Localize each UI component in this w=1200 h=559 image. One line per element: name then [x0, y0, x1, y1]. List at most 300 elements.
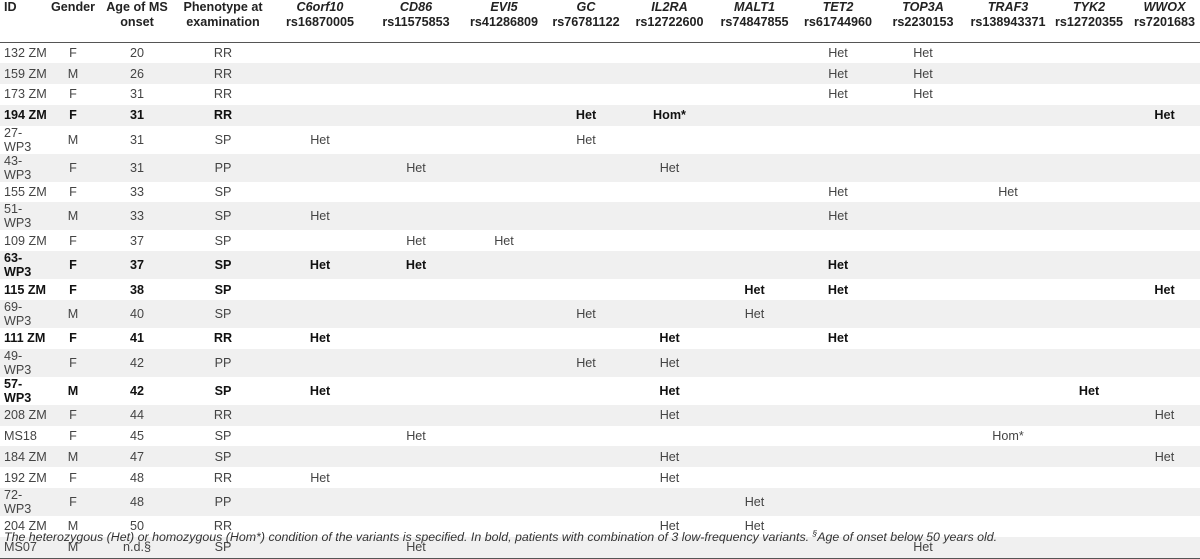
table-cell: 31	[129, 132, 144, 147]
table-cell	[369, 446, 463, 467]
table-cell	[712, 182, 797, 203]
table-cell	[271, 349, 369, 377]
table-cell: 37	[129, 233, 144, 248]
table-cell: Het	[913, 87, 933, 102]
table-cell	[967, 488, 1049, 516]
table-cell: RR	[213, 87, 233, 102]
table-cell: F	[47, 488, 99, 516]
column-header-malt1	[712, 0, 797, 42]
column-header-traf3	[967, 0, 1049, 42]
table-cell	[1049, 446, 1129, 467]
table-cell	[463, 105, 545, 126]
table-body	[0, 42, 1200, 558]
snp-id: rs2230153	[892, 15, 954, 29]
table-cell	[967, 279, 1049, 300]
table-cell	[967, 377, 1049, 405]
table-cell: Het	[797, 202, 879, 230]
table-cell: F	[69, 429, 77, 444]
table-cell: 42	[129, 383, 144, 398]
table-cell	[1049, 105, 1129, 126]
table-cell: Het	[744, 519, 765, 534]
column-header-tyk2	[1049, 0, 1129, 42]
table-cell	[797, 377, 879, 405]
table-cell	[463, 126, 545, 154]
table-cell	[463, 488, 545, 516]
table-cell	[271, 488, 369, 516]
table-cell	[879, 230, 967, 251]
table-cell: Het	[827, 282, 849, 297]
table-cell	[1049, 202, 1129, 230]
table-cell: SP	[214, 383, 232, 398]
snp-id: rs12720355	[1055, 15, 1123, 29]
table-footnote	[4, 528, 997, 544]
table-cell: Het	[627, 405, 712, 426]
table-cell	[797, 230, 879, 251]
column-header-top3a	[879, 0, 967, 42]
table-cell: Het	[797, 63, 879, 84]
table-cell	[271, 182, 369, 203]
table-cell	[712, 42, 797, 63]
table-cell: RR	[213, 331, 233, 346]
table-row	[0, 377, 1200, 405]
table-cell	[797, 154, 879, 182]
table-cell: Het	[271, 251, 369, 279]
table-cell: M	[47, 300, 99, 328]
table-cell	[271, 84, 369, 105]
column-header-evi5	[463, 0, 545, 42]
table-cell	[879, 467, 967, 488]
table-cell: M	[47, 63, 99, 84]
table-cell: Het	[879, 537, 967, 558]
table-cell: n.d.§	[99, 537, 175, 558]
table-cell: Het	[545, 300, 627, 328]
table-cell	[369, 328, 463, 349]
table-cell	[1049, 84, 1129, 105]
table-cell: 48	[99, 488, 175, 516]
table-cell: Het	[627, 154, 712, 182]
table-cell	[545, 154, 627, 182]
table-cell	[879, 377, 967, 405]
table-cell	[627, 63, 712, 84]
patient-id-cell: 69-WP3	[0, 300, 47, 328]
table-cell	[712, 405, 797, 426]
gene-name: TRAF3	[987, 0, 1029, 14]
table-cell	[797, 300, 879, 328]
patient-id-cell: MS07	[0, 537, 47, 558]
table-cell	[967, 446, 1049, 467]
table-cell	[545, 467, 627, 488]
table-cell	[271, 405, 369, 426]
table-cell	[1129, 537, 1200, 558]
table-cell	[545, 84, 627, 105]
table-cell	[369, 349, 463, 377]
table-cell	[1129, 84, 1200, 105]
table-cell	[797, 446, 879, 467]
table-cell	[463, 426, 545, 447]
table-row	[0, 426, 1200, 447]
table-cell: F	[47, 154, 99, 182]
patient-id-cell: 132 ZM	[4, 45, 47, 60]
table-cell	[271, 230, 369, 251]
patient-id-cell: 155 ZM	[4, 185, 47, 200]
table-cell	[369, 405, 463, 426]
table-cell	[967, 251, 1049, 279]
patient-id-cell: 111 ZM	[4, 331, 46, 346]
column-header: Phenotype at examination	[175, 0, 271, 42]
table-cell	[879, 182, 967, 203]
table-cell	[712, 426, 797, 447]
table-cell: PP	[175, 349, 271, 377]
gene-name: MALT1	[733, 0, 776, 14]
table-cell: SP	[175, 251, 271, 279]
table-cell	[967, 300, 1049, 328]
table-cell	[463, 154, 545, 182]
table-cell	[545, 488, 627, 516]
table-cell: Hom*	[627, 105, 712, 126]
patient-id-cell: MS18	[4, 429, 37, 444]
gene-name: C6orf10	[296, 0, 344, 14]
table-cell	[463, 349, 545, 377]
patient-id-cell: 49-WP3	[0, 349, 47, 377]
table-cell	[463, 182, 545, 203]
table-cell: F	[47, 405, 99, 426]
table-cell	[369, 488, 463, 516]
table-cell: F	[47, 349, 99, 377]
table-cell: 44	[99, 405, 175, 426]
table-row	[0, 349, 1200, 377]
table-cell	[271, 154, 369, 182]
patient-id-cell: 184 ZM	[0, 446, 47, 467]
table-cell	[1049, 426, 1129, 447]
table-cell	[879, 349, 967, 377]
table-cell	[712, 105, 797, 126]
table-cell	[545, 230, 627, 251]
table-cell: F	[69, 185, 77, 200]
table-cell: 33	[99, 202, 175, 230]
table-cell	[712, 377, 797, 405]
table-cell: Het	[406, 429, 426, 444]
table-cell	[1049, 182, 1129, 203]
table-cell: F	[69, 233, 77, 248]
table-cell: 48	[129, 470, 144, 485]
table-cell	[879, 154, 967, 182]
table-cell	[1049, 516, 1129, 537]
table-cell: 31	[99, 154, 175, 182]
table-cell: RR	[213, 519, 233, 534]
table-cell: F	[69, 87, 77, 102]
table-cell	[369, 279, 463, 300]
table-cell: Het	[309, 331, 331, 346]
table-cell	[463, 84, 545, 105]
table-cell: RR	[175, 63, 271, 84]
table-row	[0, 446, 1200, 467]
column-header-gc	[545, 0, 627, 42]
column-header-cd86	[369, 0, 463, 42]
table-cell: Het	[1129, 446, 1200, 467]
column-header-il2ra	[627, 0, 712, 42]
table-cell: Het	[828, 185, 848, 200]
table-cell: SP	[214, 185, 232, 200]
footnote-symbol: §	[812, 528, 818, 538]
table-cell	[463, 446, 545, 467]
table-cell	[271, 300, 369, 328]
table-cell	[271, 279, 369, 300]
table-cell: SP	[214, 429, 232, 444]
table-cell: Het	[827, 331, 849, 346]
table-cell	[627, 182, 712, 203]
gene-name: TET2	[822, 0, 854, 14]
table-cell	[463, 63, 545, 84]
table-cell	[712, 251, 797, 279]
snp-id: rs7201683	[1134, 15, 1195, 29]
patient-id-cell: 159 ZM	[0, 63, 47, 84]
table-cell	[1049, 328, 1129, 349]
table-cell	[967, 202, 1049, 230]
table-cell: M	[67, 132, 79, 147]
table-cell: PP	[175, 488, 271, 516]
column-header-c6orf10	[271, 0, 369, 42]
table-cell: 33	[129, 185, 144, 200]
table-cell	[627, 488, 712, 516]
table-row	[0, 328, 1200, 349]
table-cell: 20	[129, 45, 144, 60]
table-row	[0, 467, 1200, 488]
table-cell	[967, 230, 1049, 251]
table-cell: 26	[99, 63, 175, 84]
table-cell: Het	[1078, 383, 1100, 398]
table-row	[0, 126, 1200, 154]
column-header: Gender	[47, 0, 99, 42]
table-row	[0, 300, 1200, 328]
table-cell	[967, 84, 1049, 105]
column-header-wwox	[1129, 0, 1200, 42]
table-cell: Het	[828, 87, 848, 102]
table-cell: RR	[213, 45, 233, 60]
table-cell	[369, 182, 463, 203]
table-cell	[369, 300, 463, 328]
table-cell: 42	[99, 349, 175, 377]
table-cell	[879, 105, 967, 126]
patient-id-cell: 72-WP3	[0, 488, 47, 516]
table-cell	[712, 467, 797, 488]
snp-id: rs74847855	[720, 15, 789, 29]
table-cell	[1129, 300, 1200, 328]
table-cell: 31	[99, 105, 175, 126]
snp-id: rs11575853	[382, 15, 450, 29]
table-cell: Het	[406, 233, 426, 248]
column-header: Age of MS onset	[99, 0, 175, 42]
table-cell: 31	[129, 87, 144, 102]
table-cell	[369, 42, 463, 63]
table-cell: Het	[576, 132, 596, 147]
snp-id: rs61744960	[804, 15, 872, 29]
snp-id: rs41286809	[470, 15, 538, 29]
table-cell	[712, 126, 797, 154]
table-cell	[1129, 488, 1200, 516]
table-cell	[463, 202, 545, 230]
table-cell: SP	[214, 233, 232, 248]
table-cell: RR	[175, 105, 271, 126]
table-cell	[369, 105, 463, 126]
table-cell: F	[69, 470, 77, 485]
table-cell	[1049, 42, 1129, 63]
table-cell	[1049, 63, 1129, 84]
table-cell	[463, 42, 545, 63]
table-cell	[1049, 251, 1129, 279]
table-cell: 45	[129, 429, 144, 444]
table-cell	[879, 251, 967, 279]
table-cell	[1129, 202, 1200, 230]
table-cell	[369, 63, 463, 84]
table-cell	[967, 105, 1049, 126]
table-cell	[967, 154, 1049, 182]
table-cell: Het	[913, 45, 933, 60]
table-cell	[1129, 42, 1200, 63]
table-cell: PP	[175, 154, 271, 182]
table-row	[0, 84, 1200, 105]
table-cell	[797, 405, 879, 426]
table-row	[0, 251, 1200, 279]
table-cell	[369, 126, 463, 154]
table-cell: Het	[1129, 105, 1200, 126]
table-row	[0, 202, 1200, 230]
table-cell: Hom*	[992, 429, 1024, 444]
table-cell: Het	[659, 383, 680, 398]
table-row	[0, 230, 1200, 251]
patient-id-cell: 208 ZM	[0, 405, 47, 426]
table-row	[0, 405, 1200, 426]
table-cell: Het	[712, 300, 797, 328]
table-cell	[627, 42, 712, 63]
table-cell	[627, 279, 712, 300]
table-cell	[879, 446, 967, 467]
table-cell	[627, 202, 712, 230]
table-cell	[712, 349, 797, 377]
table-cell: Het	[627, 349, 712, 377]
table-cell: Het	[309, 383, 331, 398]
table-cell	[1129, 126, 1200, 154]
table-row	[0, 63, 1200, 84]
table-cell	[712, 328, 797, 349]
table-cell	[463, 377, 545, 405]
table-cell	[463, 328, 545, 349]
table-cell: Het	[369, 537, 463, 558]
table-cell	[1129, 426, 1200, 447]
table-cell	[879, 488, 967, 516]
table-cell	[712, 63, 797, 84]
table-cell: 40	[99, 300, 175, 328]
table-cell	[879, 300, 967, 328]
table-cell: 41	[129, 331, 144, 346]
table-cell	[271, 426, 369, 447]
table-cell	[463, 300, 545, 328]
table-cell: M	[67, 383, 79, 398]
table-cell: M	[47, 446, 99, 467]
table-cell	[967, 42, 1049, 63]
patient-id-cell: 57-WP3	[4, 376, 32, 405]
table-cell: Het	[310, 470, 330, 485]
table-cell	[712, 154, 797, 182]
patient-id-cell: 43-WP3	[0, 154, 47, 182]
table-cell	[627, 84, 712, 105]
patient-id-cell: 173 ZM	[4, 87, 47, 102]
table-cell	[545, 42, 627, 63]
table-cell: M	[67, 519, 79, 534]
table-cell: SP	[175, 446, 271, 467]
table-cell: Het	[1129, 405, 1200, 426]
table-cell	[271, 446, 369, 467]
table-cell	[1049, 467, 1129, 488]
table-cell	[797, 488, 879, 516]
table-cell	[967, 349, 1049, 377]
table-header-row	[0, 0, 1200, 42]
table-cell	[1049, 405, 1129, 426]
table-cell	[879, 279, 967, 300]
table-cell	[712, 446, 797, 467]
table-cell: Het	[879, 63, 967, 84]
table-cell	[797, 349, 879, 377]
table-cell: RR	[175, 405, 271, 426]
table-cell: Het	[494, 233, 514, 248]
table-cell	[545, 426, 627, 447]
table-cell: Het	[545, 105, 627, 126]
patient-id-cell: 115 ZM	[4, 282, 46, 297]
table-cell	[797, 105, 879, 126]
table-cell	[967, 328, 1049, 349]
table-cell	[967, 405, 1049, 426]
table-cell	[545, 377, 627, 405]
patient-id-cell: 192 ZM	[4, 470, 47, 485]
table-cell: Het	[369, 154, 463, 182]
table-cell	[271, 63, 369, 84]
gene-name: TYK2	[1072, 0, 1106, 14]
table-cell: SP	[214, 282, 232, 297]
column-header-tet2	[797, 0, 879, 42]
table-row	[0, 182, 1200, 203]
table-row	[0, 42, 1200, 63]
table-cell	[271, 105, 369, 126]
snp-id: rs76781122	[552, 15, 620, 29]
table-cell	[545, 446, 627, 467]
table-cell: F	[47, 105, 99, 126]
table-cell	[463, 251, 545, 279]
gene-name: CD86	[399, 0, 433, 14]
table-cell: Het	[659, 331, 680, 346]
table-cell: Het	[271, 202, 369, 230]
table-cell	[1129, 230, 1200, 251]
table-cell	[369, 467, 463, 488]
table-cell	[627, 126, 712, 154]
table-cell	[545, 251, 627, 279]
table-cell	[627, 251, 712, 279]
table-cell	[545, 182, 627, 203]
table-cell: Het	[627, 446, 712, 467]
patient-id-cell: 63-WP3	[0, 251, 47, 279]
table-cell: 50	[129, 519, 144, 534]
table-row	[0, 488, 1200, 516]
table-row	[0, 154, 1200, 182]
table-cell	[797, 126, 879, 154]
table-cell	[545, 63, 627, 84]
patient-id-cell: 27-WP3	[4, 125, 32, 154]
patient-id-cell: 109 ZM	[4, 233, 47, 248]
table-cell	[967, 63, 1049, 84]
table-cell	[879, 126, 967, 154]
table-cell: 37	[99, 251, 175, 279]
table-cell: Het	[712, 488, 797, 516]
table-cell: SP	[175, 537, 271, 558]
snp-id: rs12722600	[635, 15, 704, 29]
